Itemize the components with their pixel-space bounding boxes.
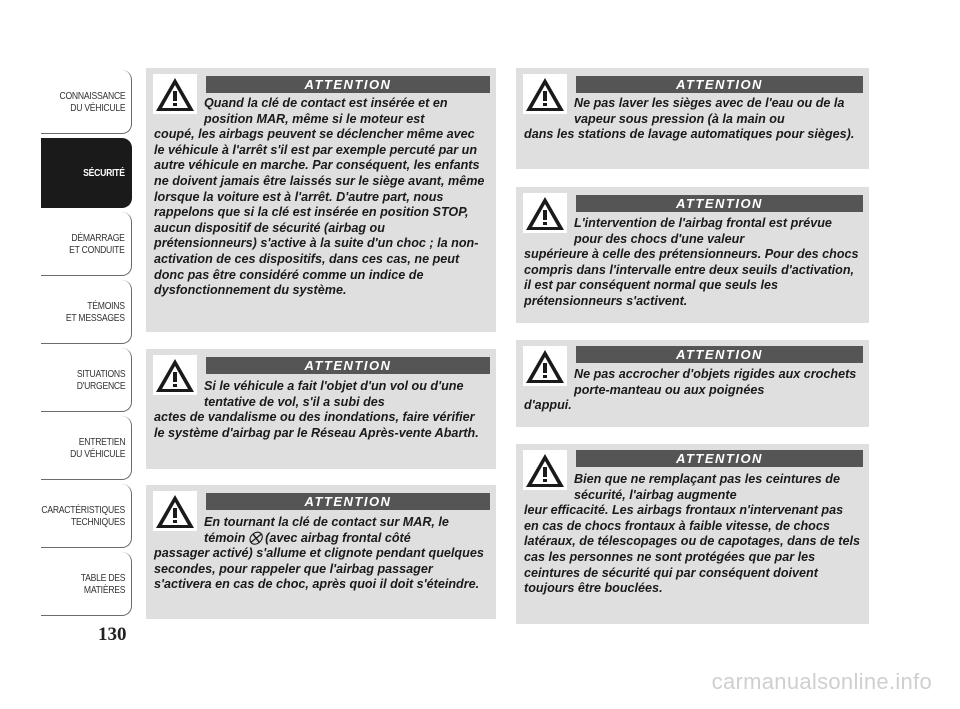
tab-label: DÉMARRAGE ET CONDUITE xyxy=(69,231,125,256)
attention-text-lead: Quand la clé de contact est insérée et en position MAR, même si le moteur est xyxy=(204,96,448,126)
attention-band: ATTENTION xyxy=(206,493,490,510)
tab-entretien-du-vehicule[interactable] xyxy=(41,416,132,480)
page-number: 130 xyxy=(98,624,127,645)
attention-text xyxy=(524,96,861,143)
attention-text-lead: L'intervention de l'airbag frontal est prévue pour des chocs d'une valeur xyxy=(574,216,832,246)
attention-box xyxy=(516,444,869,624)
tab-table-des-matieres[interactable] xyxy=(41,552,132,616)
attention-text-body: dans les stations de lavage automatiques pour sièges). xyxy=(524,127,855,142)
tab-label: SÉCURITÉ xyxy=(83,166,125,179)
attention-text-lead: Ne pas accrocher d'objets rigides aux crochets porte-manteau ou aux poignées xyxy=(574,367,857,397)
tab-situations-d-urgence[interactable] xyxy=(41,348,132,412)
tab-temoins-et-messages[interactable] xyxy=(41,280,132,344)
tab-label: TABLE DES MATIÈRES xyxy=(80,571,125,596)
tab-label: CARACTÉRISTIQUES TECHNIQUES xyxy=(41,503,125,528)
attention-text xyxy=(154,515,488,593)
attention-box xyxy=(146,485,496,619)
attention-text xyxy=(524,472,861,597)
attention-text-body: supérieure à celle des prétensionneurs. Pour des chocs compris dans l'intervalle entre deux seuils d'activation, il est par conséquent normal que seuls les prétensionneurs s'activent. xyxy=(524,247,859,308)
tab-label: CONNAISSANCE DU VÉHICULE xyxy=(59,89,125,114)
attention-text-lead: Ne pas laver les sièges avec de l'eau ou de la vapeur sous pression (à la main ou xyxy=(574,96,845,126)
attention-text-body: d'appui. xyxy=(524,398,572,413)
attention-text-body: coupé, les airbags peuvent se déclencher même avec le véhicule à l'arrêt s'il est par exemple percuté par un autre véhicule en marche. Par conséquent, les enfants ne doivent jamais être laissés sur le siège avant, même lorsque la voiture est à l'arrêt. D'autre part, nous rappelons que si la clé est insérée en position STOP, aucun dispositif de sécurité (airbag ou prétensionneurs) s'active à la suite d'un choc ; la non-activation de ces dispositifs, dans ces cas, ne peut donc pas être considéré comme un indice de dysfonctionnement du système. xyxy=(154,127,485,298)
tab-connaissance-du-vehicule[interactable] xyxy=(41,70,132,134)
attention-text xyxy=(154,379,488,441)
attention-box xyxy=(516,68,869,169)
attention-text xyxy=(154,96,488,299)
attention-text xyxy=(524,216,861,310)
attention-band: ATTENTION xyxy=(576,195,863,212)
attention-text-lead: Bien que ne remplaçant pas les ceintures de sécurité, l'airbag augmente xyxy=(574,472,840,502)
attention-band: ATTENTION xyxy=(576,76,863,93)
attention-band: ATTENTION xyxy=(206,76,490,93)
tab-label: ENTRETIEN DU VÉHICULE xyxy=(69,435,125,460)
attention-text-lead-b: (avec airbag frontal côté xyxy=(261,530,411,545)
tab-securite[interactable] xyxy=(41,138,132,208)
tab-demarrage-et-conduite[interactable] xyxy=(41,212,132,276)
airbag-off-icon: ⛒ xyxy=(248,530,262,545)
attention-band: ATTENTION xyxy=(206,357,490,374)
tab-label: TÉMOINS ET MESSAGES xyxy=(66,299,125,324)
attention-text-body: actes de vandalisme ou des inondations, faire vérifier le système d'airbag par le Réseau Après-vente Abarth. xyxy=(154,410,479,440)
attention-text-lead xyxy=(154,515,488,546)
attention-text-lead-a: En tournant la clé de contact sur MAR, le témoin xyxy=(204,515,449,545)
attention-band: ATTENTION xyxy=(576,450,863,467)
attention-text xyxy=(524,367,861,414)
attention-text-body: leur efficacité. Les airbags frontaux n'intervenant pas en cas de chocs frontaux à faible vitesse, de chocs latéraux, de télescopages ou de capotages, dans de tels cas les personnes ne sont protégées que par les ceintures de sécurité qui par conséquent doivent toujours être bouclées. xyxy=(524,503,860,596)
attention-band: ATTENTION xyxy=(576,346,863,363)
attention-box xyxy=(146,68,496,332)
attention-text-body: passager activé) s'allume et clignote pendant quelques secondes, pour rappeler que l'airbag passager s'activera en cas de choc, après quoi il doit s'éteindre. xyxy=(154,546,484,592)
tab-caracteristiques-techniques[interactable] xyxy=(41,484,132,548)
attention-box xyxy=(146,349,496,469)
attention-box xyxy=(516,187,869,323)
attention-box xyxy=(516,340,869,427)
tab-label: SITUATIONS D'URGENCE xyxy=(76,367,125,392)
watermark: carmanualsonline.info xyxy=(711,669,932,694)
attention-text-lead: Si le véhicule a fait l'objet d'un vol ou d'une tentative de vol, s'il a subi des xyxy=(204,379,464,409)
